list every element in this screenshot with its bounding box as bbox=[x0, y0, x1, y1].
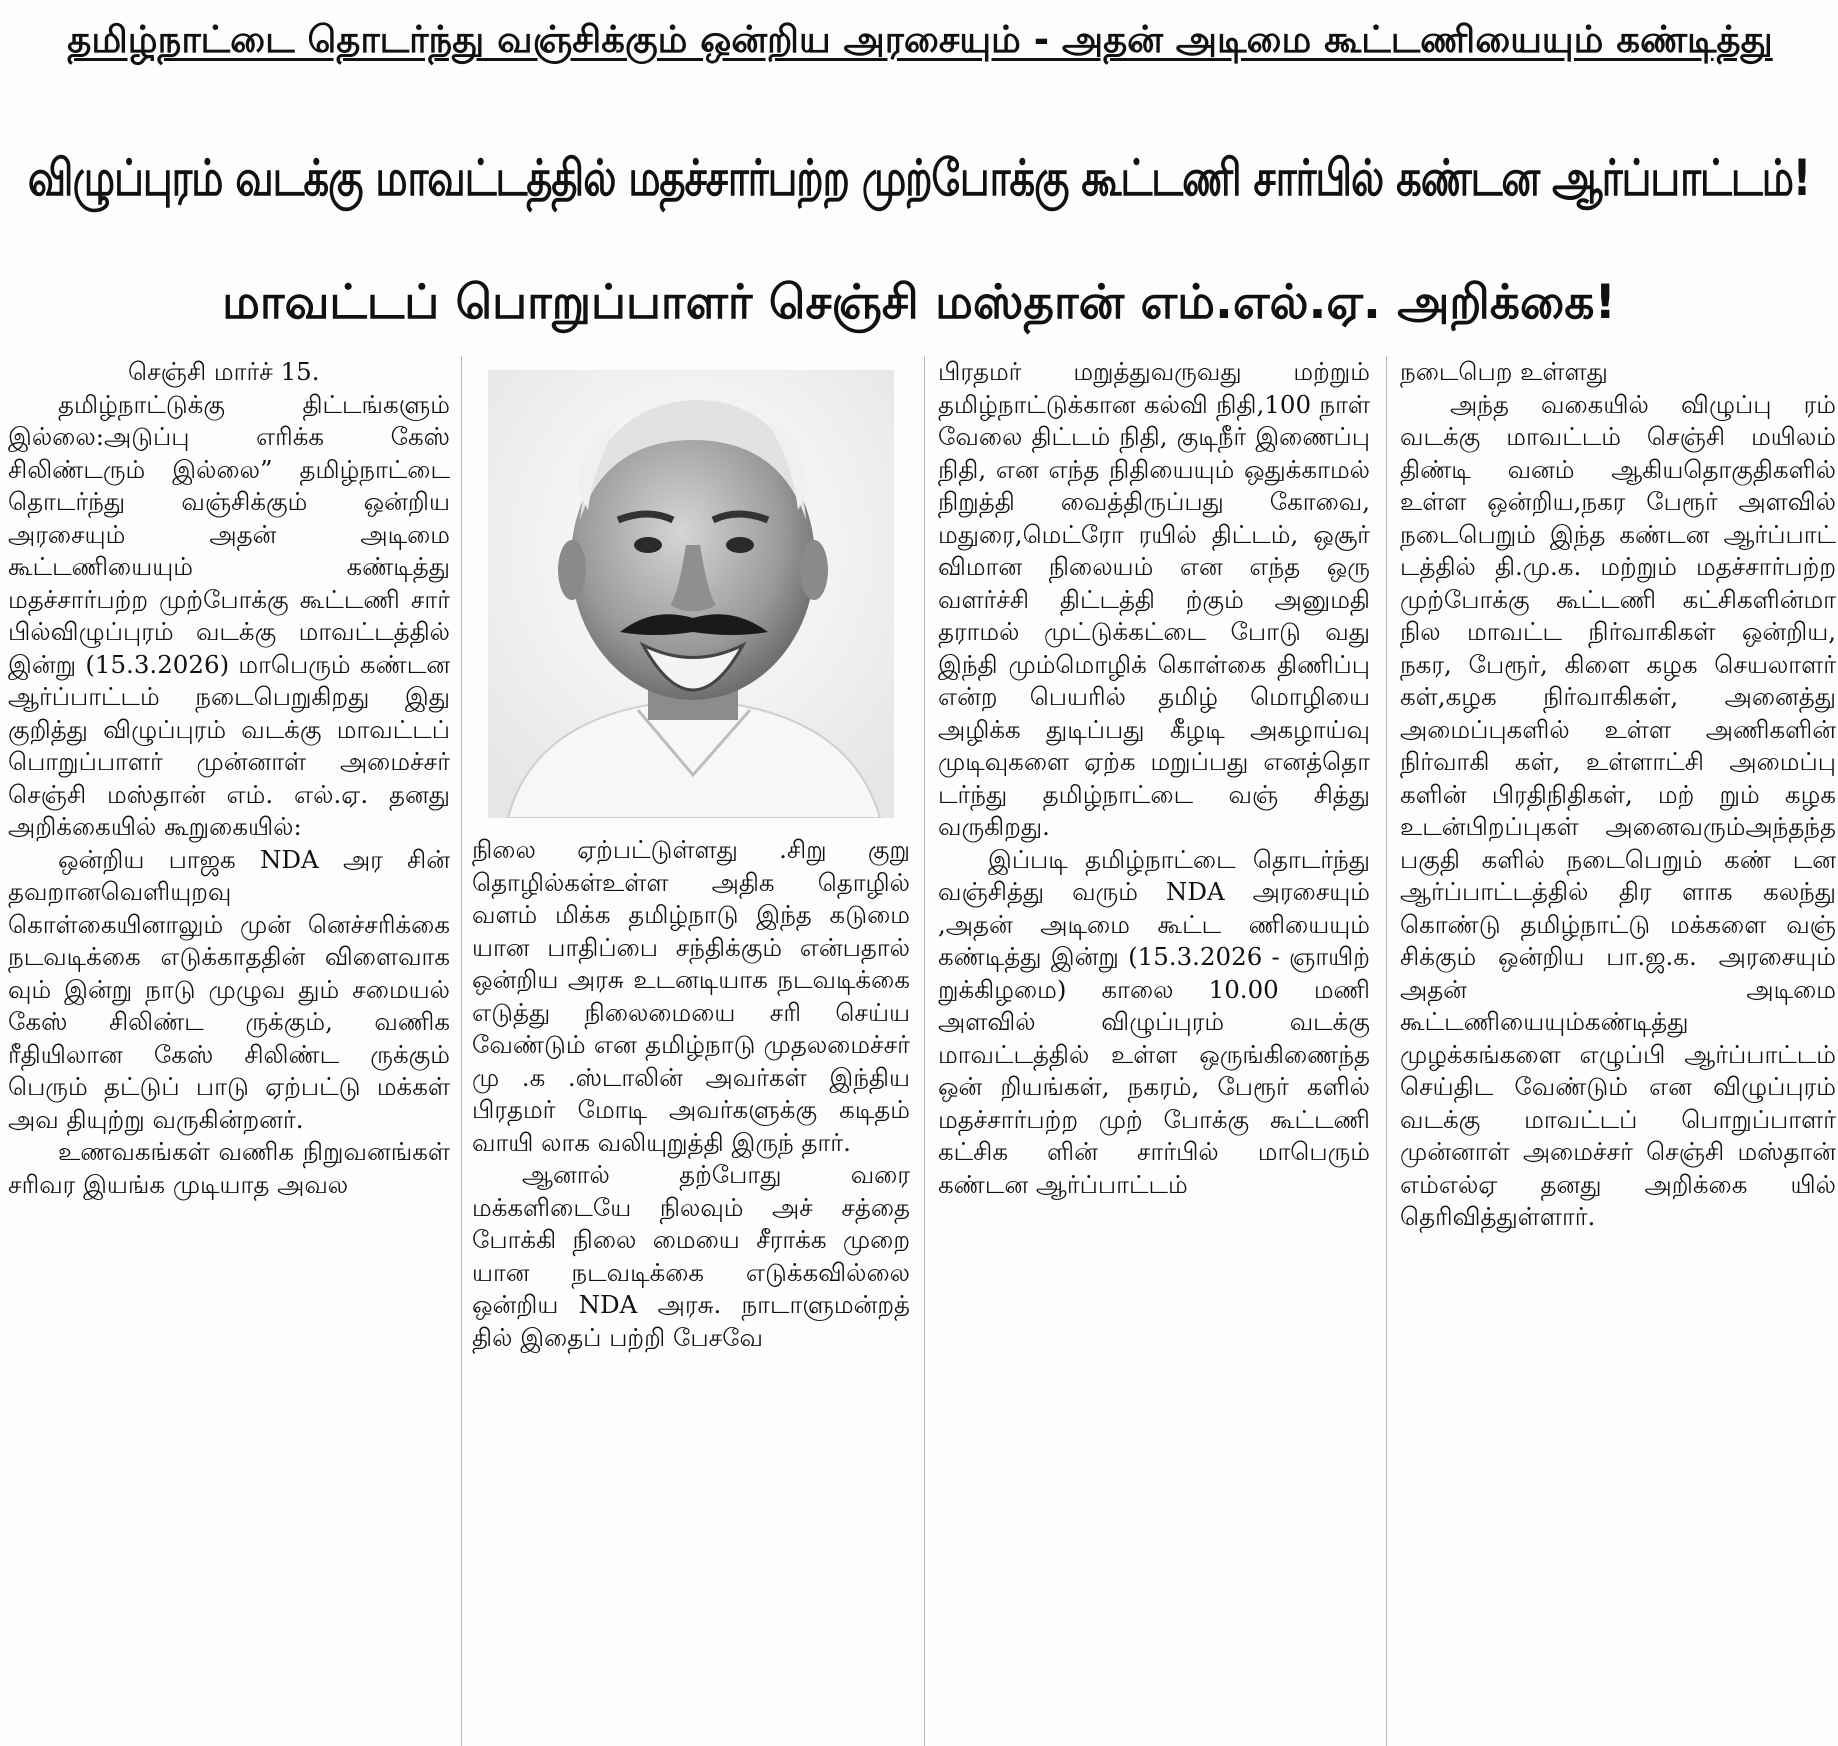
kicker-headline: தமிழ்நாட்டை தொடர்ந்து வஞ்சிக்கும் ஒன்றிய அரசையும் - அதன் அடிமை கூட்டணியையும் கண்டித்து bbox=[67, 18, 1773, 61]
dateline: செஞ்சி மார்ச் 15. bbox=[128, 357, 320, 386]
paragraph: ஒன்றிய பாஜக NDA அர சின் தவறானவெளியுறவு கொள்கையினாலும் முன் னெச்சரிக்கை நடவடிக்கை எடுக்காததின் விளைவாக வும் இன்று நாடு முழுவ தும் சமையல் கேஸ் சிலிண்ட ருக்கும், வணிக ரீதியிலான கேஸ் சிலிண்ட ருக்கும் பெரும் தட்டுப் பாடு ஏற்பட்டு மக்கள் அவ தியுற்று வருகின்றனர். bbox=[8, 844, 450, 1134]
article-column-1 bbox=[8, 356, 450, 1744]
paragraph: நிலை ஏற்பட்டுள்ளது .சிறு குறு தொழில்கள்உள்ள அதிக தொழில் வளம் மிக்க தமிழ்நாடு இந்த கடுமை யான பாதிப்பை சந்திக்கும் என்பதால் ஒன்றிய அரசு உடனடியாக நடவடிக்கை எடுத்து நிலைமையை சரி செய்ய வேண்டும் என தமிழ்நாடு முதலமைச்சர் மு .க .ஸ்டாலின் அவர்கள் இந்திய பிரதமர் மோடி அவர்களுக்கு கடிதம் வாயி லாக வலியுறுத்தி இருந் தார். bbox=[472, 835, 910, 1157]
paragraph: தமிழ்நாட்டுக்கு திட்டங்களும் இல்லை:அடுப்பு எரிக்க கேஸ் சிலிண்டரும் இல்லை” தமிழ்நாட்டை தொடர்ந்து வஞ்சிக்கும் ஒன்றிய அரசையும் அதன் அடிமை கூட்டணியையும் கண்டித்து மதச்சார்பற்ற முற்போக்கு கூட்டணி சார் பில்விழுப்புரம் வடக்கு மாவட்டத்தில் இன்று (15.3.2026) மாபெரும் கண்டன ஆர்ப்பாட்டம் நடைபெறுகிறது இது குறித்து விழுப்புரம் வடக்கு மாவட்டப் பொறுப்பாளர் முன்னாள் அமைச்சர் செஞ்சி மஸ்தான் எம். எல்.ஏ. தனது அறிக்கையில் கூறுகையில்: bbox=[8, 389, 450, 841]
paragraph: ஆனால் தற்போது வரை மக்களிடையே நிலவும் அச் சத்தை போக்கி நிலை மையை சீராக்க முறை யான நடவடிக்கை எடுக்கவில்லை ஒன்றிய NDA அரசு. நாடாளுமன்றத் தில் இதைப் பற்றி பேசவே bbox=[472, 1160, 910, 1352]
paragraph: நடைபெற உள்ளது bbox=[1400, 357, 1608, 386]
portrait-illustration bbox=[488, 370, 894, 818]
column-divider bbox=[1386, 356, 1387, 1746]
column-divider bbox=[461, 356, 462, 1746]
paragraph: பிரதமர் மறுத்துவருவது மற்றும் தமிழ்நாட்டுக்கான கல்வி நிதி,100 நாள் வேலை திட்டம் நிதி, குடிநீர் இணைப்பு நிதி, என எந்த நிதியையும் ஒதுக்காமல் நிறுத்தி வைத்திருப்பது கோவை, மதுரை,மெட்ரோ ரயில் திட்டம், ஒசூர் விமான நிலையம் என எந்த ஒரு வளர்ச்சி திட்டத்தி ற்கும் அனுமதி தராமல் முட்டுக்கட்டை போடு வது இந்தி மும்மொழிக் கொள்கை திணிப்பு என்ற பெயரில் தமிழ் மொழியை அழிக்க துடிப்பது கீழடி அகழாய்வு முடிவுகளை ஏற்க மறுப்பது எனத்தொ டர்ந்து தமிழ்நாட்டை வஞ் சித்து வருகிறது. bbox=[938, 357, 1370, 841]
paragraph: இப்படி தமிழ்நாட்டை தொடர்ந்து வஞ்சித்து வரும் NDA அரசையும் ,அதன் அடிமை கூட்ட ணியையும் கண்டித்து இன்று (15.3.2026 - ஞாயிற் றுக்கிழமை) காலை 10.00 மணி அளவில் விழுப்புரம் வடக்கு மாவட்டத்தில் உள்ள ஒருங்கிணைந்த ஒன் றியங்கள், நகரம், பேரூர் களில் மதச்சார்பற்ற முற் போக்கு கூட்டணி கட்சிக ளின் சார்பில் மாபெரும் கண்டன ஆர்ப்பாட்டம் bbox=[938, 844, 1370, 1199]
paragraph: அந்த வகையில் விழுப்பு ரம் வடக்கு மாவட்டம் செஞ்சி மயிலம் திண்டி வனம் ஆகியதொகுதிகளில் உள்ள ஒன்றிய,நகர பேரூர் அளவில் நடைபெறும் இந்த கண்டன ஆர்ப்பாட் டத்தில் தி.மு.க. மற்றும் மதச்சார்பற்ற முற்போக்கு கூட்டணி கட்சிகளின்மா நில மாவட்ட நிர்வாகிகள் ஒன்றிய, நகர, பேரூர், கிளை கழக செயலாளர் கள்,கழக நிர்வாகிகள், அனைத்து அமைப்புகளில் உள்ள அணிகளின் நிர்வாகி கள், உள்ளாட்சி அமைப்பு களின் பிரதிநிதிகள், மற் றும் கழக உடன்பிறப்புகள் அனைவரும்அந்தந்த பகுதி களில் நடைபெறும் கண் டன ஆர்ப்பாட்டத்தில் திர ளாக கலந்து கொண்டு தமிழ்நாட்டு மக்களை வஞ் சிக்கும் ஒன்றிய பா.ஜ.க. அரசையும் அதன் அடிமை கூட்டணியையும்கண்டித்து முழக்கங்களை எழுப்பி ஆர்ப்பாட்டம் செய்திட வேண்டும் என விழுப்புரம் வடக்கு மாவட்டப் பொறுப்பாளர் முன்னாள் அமைச்சர் செஞ்சி மஸ்தான் எம்எல்ஏ தனது அறிக்கை யில் தெரிவித்துள்ளார். bbox=[1400, 389, 1836, 1231]
paragraph: உணவகங்கள் வணிக நிறுவனங்கள் சரிவர இயங்க முடியாத அவல bbox=[8, 1137, 450, 1199]
article-column-3 bbox=[938, 356, 1370, 1744]
article-column-4 bbox=[1400, 356, 1836, 1744]
main-headline: விழுப்புரம் வடக்கு மாவட்டத்தில் மதச்சார்பற்ற முற்போக்கு கூட்டணி சார்பில் கண்டன ஆர்ப்பாட்டம்! bbox=[27, 149, 1811, 208]
column-divider bbox=[924, 356, 925, 1746]
sub-headline: மாவட்டப் பொறுப்பாளர் செஞ்சி மஸ்தான் எம்.எல்.ஏ. அறிக்கை! bbox=[222, 275, 1616, 330]
portrait-photo bbox=[488, 370, 894, 818]
article-column-2 bbox=[472, 834, 910, 1744]
